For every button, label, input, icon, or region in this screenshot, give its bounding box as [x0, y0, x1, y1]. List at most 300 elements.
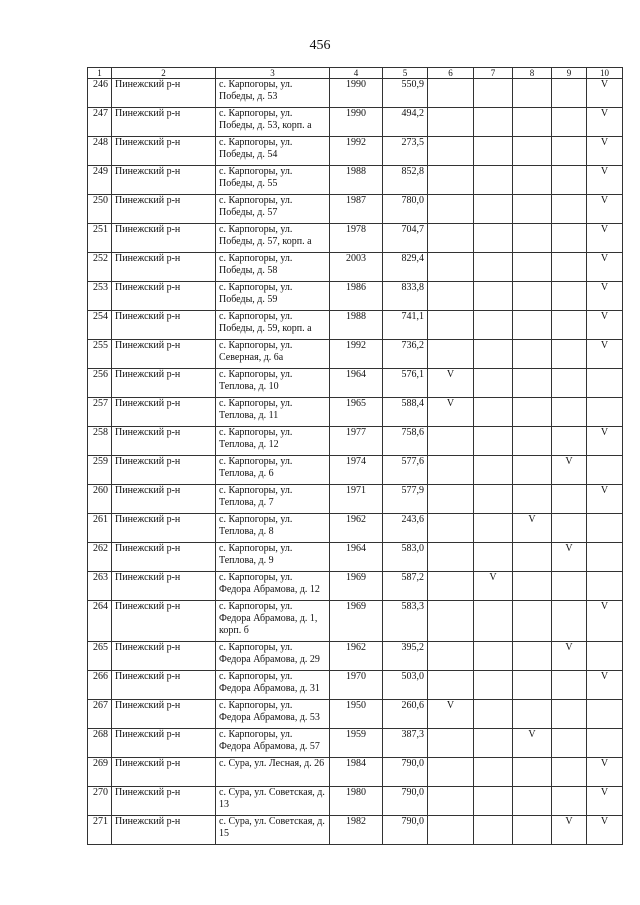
year-cell: 1964: [330, 369, 383, 398]
mark-cell-col-9: V: [552, 816, 587, 845]
column-header: 8: [513, 68, 552, 79]
mark-cell-col-10: [587, 514, 623, 543]
mark-cell-col-7: [474, 758, 513, 787]
table-row: [88, 671, 623, 700]
mark-cell-col-9: [552, 700, 587, 729]
address-cell: с. Карпогоры, ул. Победы, д. 54: [216, 137, 330, 166]
address-cell: с. Карпогоры, ул. Победы, д. 58: [216, 253, 330, 282]
mark-cell-col-6: [428, 282, 474, 311]
row-number-cell: 248: [88, 137, 112, 166]
area-cell: 260,6: [383, 700, 428, 729]
table-row: [88, 456, 623, 485]
address-cell: с. Карпогоры, ул. Победы, д. 59: [216, 282, 330, 311]
address-cell: с. Карпогоры, ул. Победы, д. 57: [216, 195, 330, 224]
mark-cell-col-7: [474, 340, 513, 369]
column-header: 4: [330, 68, 383, 79]
mark-cell-col-9: [552, 514, 587, 543]
address-cell: с. Карпогоры, ул. Северная, д. 6а: [216, 340, 330, 369]
table-row: [88, 700, 623, 729]
mark-cell-col-10: V: [587, 601, 623, 642]
table-row: [88, 729, 623, 758]
district-cell: Пинежский р-н: [112, 311, 216, 340]
mark-cell-col-10: V: [587, 195, 623, 224]
mark-cell-col-9: [552, 282, 587, 311]
mark-cell-col-9: [552, 485, 587, 514]
row-number-cell: 256: [88, 369, 112, 398]
district-cell: Пинежский р-н: [112, 456, 216, 485]
mark-cell-col-6: V: [428, 700, 474, 729]
mark-cell-col-9: V: [552, 456, 587, 485]
area-cell: 758,6: [383, 427, 428, 456]
housing-registry-table: [87, 67, 623, 845]
year-cell: 1962: [330, 642, 383, 671]
year-cell: 1950: [330, 700, 383, 729]
mark-cell-col-6: [428, 671, 474, 700]
year-cell: 1959: [330, 729, 383, 758]
address-cell: с. Карпогоры, ул. Федора Абрамова, д. 1, корп. б: [216, 601, 330, 642]
district-cell: Пинежский р-н: [112, 671, 216, 700]
address-cell: с. Карпогоры, ул. Теплова, д. 7: [216, 485, 330, 514]
area-cell: 829,4: [383, 253, 428, 282]
mark-cell-col-10: V: [587, 166, 623, 195]
year-cell: 1988: [330, 166, 383, 195]
table-row: [88, 543, 623, 572]
year-cell: 1978: [330, 224, 383, 253]
row-number-cell: 262: [88, 543, 112, 572]
address-cell: с. Карпогоры, ул. Победы, д. 53: [216, 79, 330, 108]
table-row: [88, 601, 623, 642]
address-cell: с. Карпогоры, ул. Федора Абрамова, д. 57: [216, 729, 330, 758]
row-number-cell: 264: [88, 601, 112, 642]
mark-cell-col-6: [428, 543, 474, 572]
row-number-cell: 266: [88, 671, 112, 700]
mark-cell-col-10: V: [587, 758, 623, 787]
table-row: [88, 369, 623, 398]
district-cell: Пинежский р-н: [112, 787, 216, 816]
address-cell: с. Карпогоры, ул. Теплова, д. 11: [216, 398, 330, 427]
mark-cell-col-8: [513, 340, 552, 369]
district-cell: Пинежский р-н: [112, 700, 216, 729]
mark-cell-col-9: [552, 166, 587, 195]
address-cell: с. Карпогоры, ул. Теплова, д. 10: [216, 369, 330, 398]
table-row: [88, 311, 623, 340]
year-cell: 1992: [330, 137, 383, 166]
mark-cell-col-9: V: [552, 543, 587, 572]
district-cell: Пинежский р-н: [112, 369, 216, 398]
address-cell: с. Карпогоры, ул. Теплова, д. 12: [216, 427, 330, 456]
area-cell: 588,4: [383, 398, 428, 427]
mark-cell-col-8: [513, 485, 552, 514]
mark-cell-col-8: V: [513, 514, 552, 543]
mark-cell-col-7: [474, 369, 513, 398]
address-cell: с. Карпогоры, ул. Федора Абрамова, д. 29: [216, 642, 330, 671]
mark-cell-col-8: [513, 787, 552, 816]
mark-cell-col-7: [474, 427, 513, 456]
mark-cell-col-7: [474, 108, 513, 137]
district-cell: Пинежский р-н: [112, 166, 216, 195]
row-number-cell: 259: [88, 456, 112, 485]
address-cell: с. Сура, ул. Советская, д. 15: [216, 816, 330, 845]
mark-cell-col-7: [474, 700, 513, 729]
area-cell: 780,0: [383, 195, 428, 224]
address-cell: с. Карпогоры, ул. Теплова, д. 8: [216, 514, 330, 543]
mark-cell-col-8: [513, 369, 552, 398]
mark-cell-col-6: [428, 456, 474, 485]
mark-cell-col-9: [552, 137, 587, 166]
area-cell: 273,5: [383, 137, 428, 166]
mark-cell-col-10: V: [587, 816, 623, 845]
mark-cell-col-10: V: [587, 787, 623, 816]
row-number-cell: 265: [88, 642, 112, 671]
area-cell: 387,3: [383, 729, 428, 758]
mark-cell-col-6: [428, 601, 474, 642]
mark-cell-col-6: [428, 787, 474, 816]
area-cell: 833,8: [383, 282, 428, 311]
mark-cell-col-6: [428, 253, 474, 282]
year-cell: 1974: [330, 456, 383, 485]
mark-cell-col-10: [587, 572, 623, 601]
mark-cell-col-9: [552, 758, 587, 787]
mark-cell-col-6: [428, 485, 474, 514]
table-row: [88, 758, 623, 787]
area-cell: 741,1: [383, 311, 428, 340]
area-cell: 790,0: [383, 816, 428, 845]
mark-cell-col-7: [474, 456, 513, 485]
mark-cell-col-6: [428, 79, 474, 108]
mark-cell-col-6: [428, 572, 474, 601]
mark-cell-col-8: [513, 311, 552, 340]
row-number-cell: 261: [88, 514, 112, 543]
table-row: [88, 572, 623, 601]
row-number-cell: 249: [88, 166, 112, 195]
row-number-cell: 258: [88, 427, 112, 456]
table-row: [88, 79, 623, 108]
year-cell: 1969: [330, 572, 383, 601]
mark-cell-col-7: [474, 311, 513, 340]
year-cell: 1964: [330, 543, 383, 572]
mark-cell-col-10: V: [587, 137, 623, 166]
address-cell: с. Карпогоры, ул. Победы, д. 59, корп. а: [216, 311, 330, 340]
mark-cell-col-8: [513, 108, 552, 137]
table-row: [88, 340, 623, 369]
mark-cell-col-9: [552, 671, 587, 700]
address-cell: с. Карпогоры, ул. Федора Абрамова, д. 12: [216, 572, 330, 601]
mark-cell-col-6: V: [428, 398, 474, 427]
mark-cell-col-6: [428, 166, 474, 195]
row-number-cell: 269: [88, 758, 112, 787]
table-row: [88, 398, 623, 427]
mark-cell-col-6: [428, 729, 474, 758]
column-header: 1: [88, 68, 112, 79]
mark-cell-col-9: V: [552, 642, 587, 671]
district-cell: Пинежский р-н: [112, 729, 216, 758]
year-cell: 1987: [330, 195, 383, 224]
year-cell: 1986: [330, 282, 383, 311]
area-cell: 583,0: [383, 543, 428, 572]
mark-cell-col-9: [552, 253, 587, 282]
mark-cell-col-8: [513, 224, 552, 253]
row-number-cell: 267: [88, 700, 112, 729]
mark-cell-col-8: [513, 253, 552, 282]
mark-cell-col-6: [428, 137, 474, 166]
mark-cell-col-10: [587, 543, 623, 572]
table-row: [88, 253, 623, 282]
year-cell: 1984: [330, 758, 383, 787]
area-cell: 583,3: [383, 601, 428, 642]
address-cell: с. Карпогоры, ул. Федора Абрамова, д. 31: [216, 671, 330, 700]
mark-cell-col-9: [552, 427, 587, 456]
address-cell: с. Карпогоры, ул. Победы, д. 57, корп. а: [216, 224, 330, 253]
mark-cell-col-7: [474, 816, 513, 845]
column-header: 5: [383, 68, 428, 79]
area-cell: 587,2: [383, 572, 428, 601]
district-cell: Пинежский р-н: [112, 816, 216, 845]
year-cell: 1970: [330, 671, 383, 700]
mark-cell-col-7: [474, 166, 513, 195]
column-header: 6: [428, 68, 474, 79]
mark-cell-col-7: [474, 787, 513, 816]
mark-cell-col-8: [513, 456, 552, 485]
mark-cell-col-8: [513, 601, 552, 642]
mark-cell-col-7: V: [474, 572, 513, 601]
mark-cell-col-6: [428, 340, 474, 369]
mark-cell-col-10: V: [587, 224, 623, 253]
mark-cell-col-6: [428, 514, 474, 543]
mark-cell-col-9: [552, 79, 587, 108]
district-cell: Пинежский р-н: [112, 642, 216, 671]
column-header: 7: [474, 68, 513, 79]
row-number-cell: 250: [88, 195, 112, 224]
mark-cell-col-7: [474, 601, 513, 642]
column-number-header-row: [88, 68, 623, 79]
mark-cell-col-10: [587, 729, 623, 758]
mark-cell-col-6: [428, 642, 474, 671]
mark-cell-col-8: [513, 282, 552, 311]
mark-cell-col-8: [513, 427, 552, 456]
mark-cell-col-8: [513, 758, 552, 787]
mark-cell-col-9: [552, 787, 587, 816]
district-cell: Пинежский р-н: [112, 282, 216, 311]
area-cell: 852,8: [383, 166, 428, 195]
mark-cell-col-8: [513, 166, 552, 195]
area-cell: 790,0: [383, 758, 428, 787]
mark-cell-col-8: [513, 572, 552, 601]
row-number-cell: 251: [88, 224, 112, 253]
year-cell: 1990: [330, 108, 383, 137]
area-cell: 577,6: [383, 456, 428, 485]
mark-cell-col-8: [513, 543, 552, 572]
mark-cell-col-8: [513, 195, 552, 224]
mark-cell-col-8: [513, 816, 552, 845]
column-header: 9: [552, 68, 587, 79]
address-cell: с. Карпогоры, ул. Федора Абрамова, д. 53: [216, 700, 330, 729]
district-cell: Пинежский р-н: [112, 108, 216, 137]
mark-cell-col-7: [474, 137, 513, 166]
mark-cell-col-8: [513, 398, 552, 427]
table-row: [88, 282, 623, 311]
row-number-cell: 253: [88, 282, 112, 311]
area-cell: 395,2: [383, 642, 428, 671]
mark-cell-col-6: V: [428, 369, 474, 398]
mark-cell-col-7: [474, 642, 513, 671]
area-cell: 503,0: [383, 671, 428, 700]
area-cell: 576,1: [383, 369, 428, 398]
mark-cell-col-10: V: [587, 108, 623, 137]
mark-cell-col-9: [552, 224, 587, 253]
district-cell: Пинежский р-н: [112, 514, 216, 543]
row-number-cell: 252: [88, 253, 112, 282]
row-number-cell: 246: [88, 79, 112, 108]
column-header: 3: [216, 68, 330, 79]
district-cell: Пинежский р-н: [112, 340, 216, 369]
mark-cell-col-9: [552, 108, 587, 137]
mark-cell-col-7: [474, 282, 513, 311]
mark-cell-col-7: [474, 729, 513, 758]
mark-cell-col-6: [428, 816, 474, 845]
table-row: [88, 816, 623, 845]
row-number-cell: 257: [88, 398, 112, 427]
area-cell: 494,2: [383, 108, 428, 137]
area-cell: 704,7: [383, 224, 428, 253]
column-header: 10: [587, 68, 623, 79]
column-header: 2: [112, 68, 216, 79]
mark-cell-col-7: [474, 485, 513, 514]
table-row: [88, 787, 623, 816]
row-number-cell: 254: [88, 311, 112, 340]
mark-cell-col-10: V: [587, 311, 623, 340]
mark-cell-col-10: V: [587, 79, 623, 108]
mark-cell-col-10: V: [587, 671, 623, 700]
address-cell: с. Сура, ул. Советская, д. 13: [216, 787, 330, 816]
mark-cell-col-10: [587, 700, 623, 729]
mark-cell-col-6: [428, 758, 474, 787]
table-row: [88, 195, 623, 224]
district-cell: Пинежский р-н: [112, 572, 216, 601]
row-number-cell: 263: [88, 572, 112, 601]
mark-cell-col-10: [587, 456, 623, 485]
mark-cell-col-7: [474, 79, 513, 108]
year-cell: 1962: [330, 514, 383, 543]
mark-cell-col-8: V: [513, 729, 552, 758]
district-cell: Пинежский р-н: [112, 485, 216, 514]
row-number-cell: 260: [88, 485, 112, 514]
mark-cell-col-8: [513, 137, 552, 166]
table-row: [88, 108, 623, 137]
mark-cell-col-6: [428, 195, 474, 224]
mark-cell-col-8: [513, 671, 552, 700]
table-row: [88, 137, 623, 166]
mark-cell-col-7: [474, 543, 513, 572]
mark-cell-col-6: [428, 224, 474, 253]
district-cell: Пинежский р-н: [112, 224, 216, 253]
mark-cell-col-9: [552, 340, 587, 369]
table-row: [88, 427, 623, 456]
area-cell: 577,9: [383, 485, 428, 514]
row-number-cell: 255: [88, 340, 112, 369]
year-cell: 1992: [330, 340, 383, 369]
mark-cell-col-10: V: [587, 282, 623, 311]
year-cell: 2003: [330, 253, 383, 282]
mark-cell-col-7: [474, 253, 513, 282]
year-cell: 1988: [330, 311, 383, 340]
row-number-cell: 268: [88, 729, 112, 758]
mark-cell-col-10: V: [587, 340, 623, 369]
mark-cell-col-7: [474, 671, 513, 700]
table-body: [88, 79, 623, 845]
district-cell: Пинежский р-н: [112, 601, 216, 642]
address-cell: с. Карпогоры, ул. Победы, д. 55: [216, 166, 330, 195]
table-row: [88, 642, 623, 671]
year-cell: 1980: [330, 787, 383, 816]
area-cell: 790,0: [383, 787, 428, 816]
mark-cell-col-9: [552, 195, 587, 224]
address-cell: с. Карпогоры, ул. Теплова, д. 9: [216, 543, 330, 572]
table-row: [88, 514, 623, 543]
mark-cell-col-6: [428, 311, 474, 340]
mark-cell-col-9: [552, 398, 587, 427]
district-cell: Пинежский р-н: [112, 137, 216, 166]
mark-cell-col-9: [552, 601, 587, 642]
mark-cell-col-9: [552, 369, 587, 398]
table-row: [88, 485, 623, 514]
district-cell: Пинежский р-н: [112, 253, 216, 282]
year-cell: 1990: [330, 79, 383, 108]
year-cell: 1982: [330, 816, 383, 845]
year-cell: 1965: [330, 398, 383, 427]
mark-cell-col-10: [587, 398, 623, 427]
address-cell: с. Сура, ул. Лесная, д. 26: [216, 758, 330, 787]
year-cell: 1969: [330, 601, 383, 642]
mark-cell-col-7: [474, 224, 513, 253]
page-number: 456: [309, 38, 331, 53]
address-cell: с. Карпогоры, ул. Теплова, д. 6: [216, 456, 330, 485]
row-number-cell: 271: [88, 816, 112, 845]
area-cell: 243,6: [383, 514, 428, 543]
mark-cell-col-6: [428, 427, 474, 456]
table-row: [88, 224, 623, 253]
row-number-cell: 247: [88, 108, 112, 137]
mark-cell-col-8: [513, 642, 552, 671]
district-cell: Пинежский р-н: [112, 398, 216, 427]
district-cell: Пинежский р-н: [112, 758, 216, 787]
mark-cell-col-9: [552, 572, 587, 601]
mark-cell-col-9: [552, 311, 587, 340]
district-cell: Пинежский р-н: [112, 427, 216, 456]
year-cell: 1971: [330, 485, 383, 514]
row-number-cell: 270: [88, 787, 112, 816]
mark-cell-col-6: [428, 108, 474, 137]
district-cell: Пинежский р-н: [112, 79, 216, 108]
address-cell: с. Карпогоры, ул. Победы, д. 53, корп. а: [216, 108, 330, 137]
district-cell: Пинежский р-н: [112, 195, 216, 224]
mark-cell-col-9: [552, 729, 587, 758]
mark-cell-col-7: [474, 514, 513, 543]
area-cell: 736,2: [383, 340, 428, 369]
mark-cell-col-7: [474, 195, 513, 224]
district-cell: Пинежский р-н: [112, 543, 216, 572]
year-cell: 1977: [330, 427, 383, 456]
mark-cell-col-10: V: [587, 427, 623, 456]
mark-cell-col-7: [474, 398, 513, 427]
mark-cell-col-8: [513, 79, 552, 108]
area-cell: 550,9: [383, 79, 428, 108]
mark-cell-col-8: [513, 700, 552, 729]
mark-cell-col-10: [587, 642, 623, 671]
table-row: [88, 166, 623, 195]
mark-cell-col-10: V: [587, 485, 623, 514]
mark-cell-col-10: V: [587, 253, 623, 282]
mark-cell-col-10: [587, 369, 623, 398]
